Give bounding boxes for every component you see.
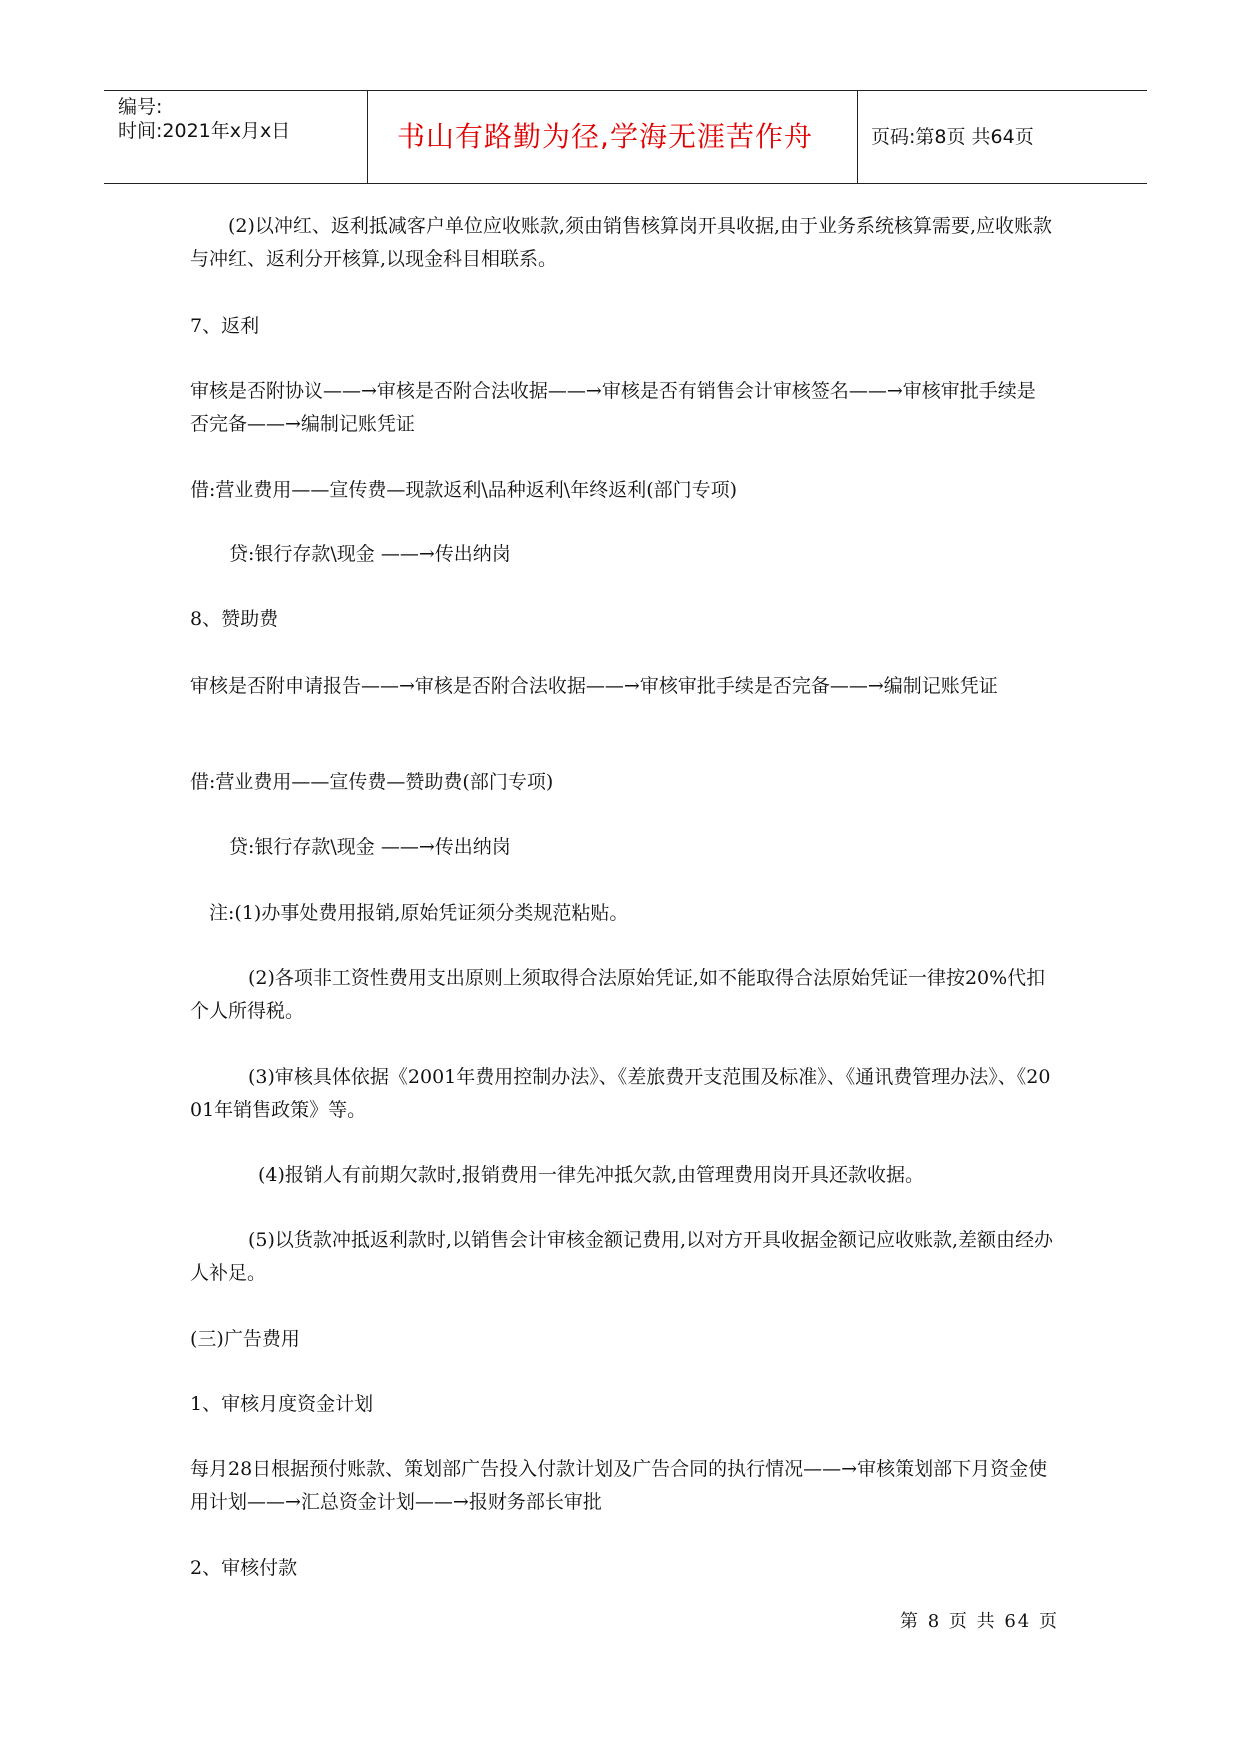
page-footer: 第 8 页 共 64 页: [900, 1611, 1059, 1632]
section-heading: (三)广告费用: [190, 1328, 300, 1350]
paragraph: (5)以货款冲抵返利款时,以销售会计审核金额记费用,以对方开具收据金额记应收账款,差额由经办人补足。: [190, 1229, 1054, 1284]
paragraph: (3)审核具体依据《2001年费用控制办法》、《差旅费开支范围及标准》、《通讯费管理办法》、《2001年销售政策》等。: [190, 1066, 1051, 1121]
header-page-info: 页码:第8页 共64页: [871, 126, 1034, 148]
paragraph: 每月28日根据预付账款、策划部广告投入付款计划及广告合同的执行情况——→审核策划部下月资金使用计划——→汇总资金计划——→报财务部长审批: [190, 1458, 1048, 1513]
paragraph: 注:(1)办事处费用报销,原始凭证须分类规范粘贴。: [209, 902, 629, 924]
paragraph: 借:营业费用——宣传费—赞助费(部门专项): [190, 771, 554, 793]
paragraph: (2)以冲红、返利抵减客户单位应收账款,须由销售核算岗开具收据,由于业务系统核算需要,应收账款与冲红、返利分开核算,以现金科目相联系。: [190, 215, 1053, 270]
header-motto: 书山有路勤为径,学海无涯苦作舟: [397, 120, 813, 153]
paragraph: (4)报销人有前期欠款时,报销费用一律先冲抵欠款,由管理费用岗开具还款收据。: [258, 1164, 924, 1186]
section-heading: 1、审核月度资金计划: [190, 1393, 374, 1415]
paragraph: 审核是否附申请报告——→审核是否附合法收据——→审核审批手续是否完备——→编制记账凭证: [190, 675, 998, 697]
time-label: 时间:2021年x月x日: [118, 120, 291, 142]
section-heading: 7、返利: [190, 315, 260, 337]
paragraph: 借:营业费用——宣传费—现款返利\品种返利\年终返利(部门专项): [190, 479, 738, 501]
paragraph: 贷:银行存款\现金 ——→传出纳岗: [229, 836, 511, 858]
section-heading: 2、审核付款: [190, 1557, 298, 1579]
section-heading: 8、赞助费: [190, 608, 279, 630]
paragraph: 贷:银行存款\现金 ——→传出纳岗: [229, 543, 511, 565]
paragraph: (2)各项非工资性费用支出原则上须取得合法原始凭证,如不能取得合法原始凭证一律按20%代扣个人所得税。: [190, 967, 1046, 1022]
serial-label: 编号:: [118, 96, 163, 118]
paragraph: 审核是否附协议——→审核是否附合法收据——→审核是否有销售会计审核签名——→审核审批手续是否完备——→编制记账凭证: [190, 380, 1036, 435]
